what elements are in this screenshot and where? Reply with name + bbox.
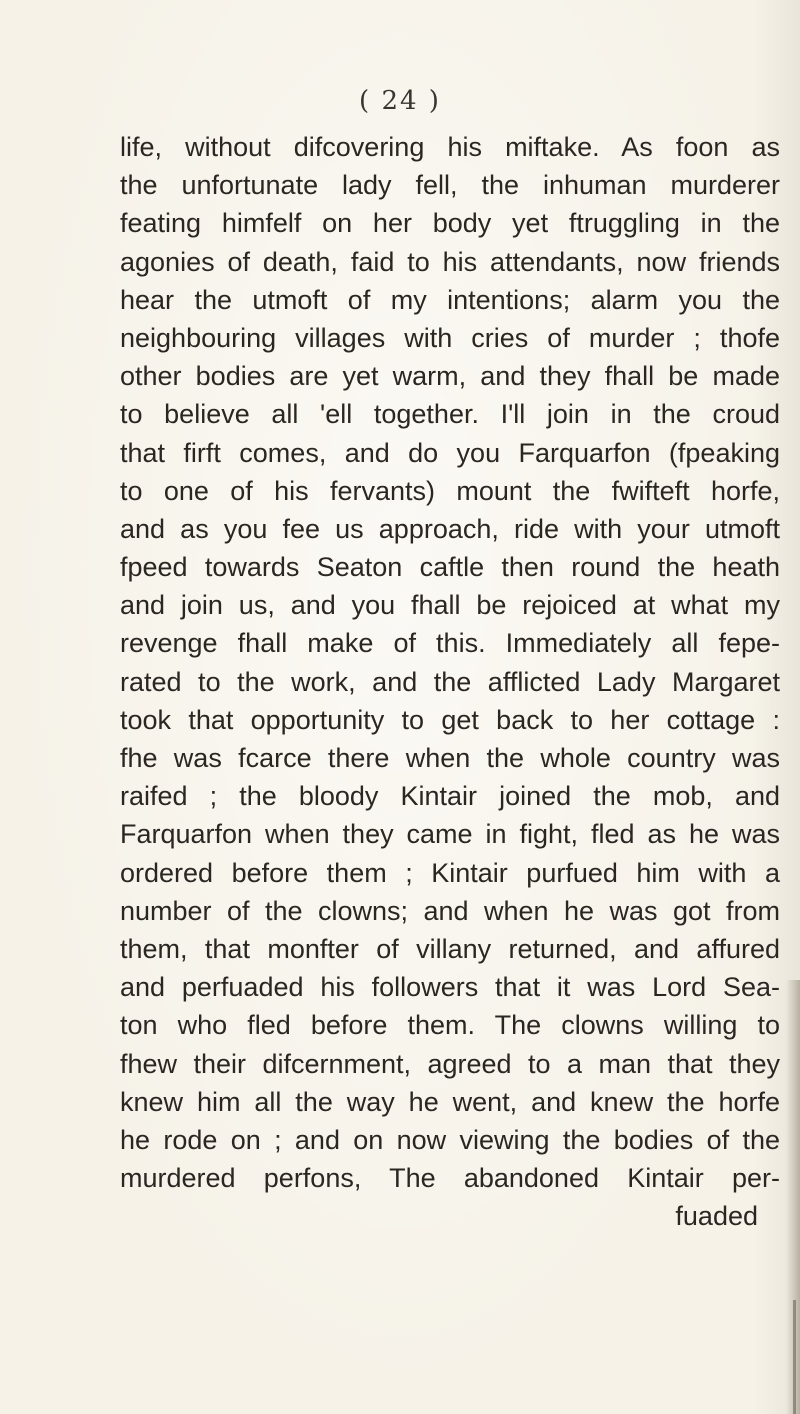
text-line: Farquarfon when they came in fight, fled as he was <box>120 819 780 850</box>
text-line: other bodies are yet warm, and they fhall be made <box>120 361 780 392</box>
text-line: knew him all the way he went, and knew the horfe <box>120 1086 780 1117</box>
catchword: fuaded <box>675 1201 758 1232</box>
text-line: agonies of death, faid to his attendants, now friends <box>120 246 780 277</box>
text-line: hear the utmoft of my intentions; alarm you the <box>120 284 780 315</box>
text-line: rated to the work, and the afflicted Lady Margaret <box>120 666 780 697</box>
text-line: and join us, and you fhall be rejoiced at what my <box>120 590 780 621</box>
text-line: ton who fled before them. The clowns willing to <box>120 1010 780 1041</box>
text-line: them, that monfter of villany returned, and affured <box>120 933 780 964</box>
text-line: and perfuaded his followers that it was Lord Sea- <box>120 972 780 1003</box>
text-line: ordered before them ; Kintair purfued him with a <box>120 857 780 888</box>
text-line: fhew their difcernment, agreed to a man that they <box>120 1048 780 1079</box>
text-line: neighbouring villages with cries of murder ; thofe <box>120 322 780 353</box>
text-line: revenge fhall make of this. Immediately all fepe- <box>120 628 780 659</box>
text-line: he rode on ; and on now viewing the bodies of the <box>120 1124 780 1155</box>
text-line: feating himfelf on her body yet ftruggling in the <box>120 208 780 239</box>
text-line: murdered perfons, The abandoned Kintair per- <box>120 1163 780 1194</box>
text-line: to one of his fervants) mount the fwifteft horfe, <box>120 475 780 506</box>
text-line: number of the clowns; and when he was got from <box>120 895 780 926</box>
text-line: took that opportunity to get back to her cottage : <box>120 704 780 735</box>
page-number: ( 24 ) <box>359 86 441 116</box>
text-line: to believe all 'ell together. I'll join in the croud <box>120 399 780 430</box>
text-line: raifed ; the bloody Kintair joined the mob, and <box>120 781 780 812</box>
page-edge-line <box>793 1300 796 1414</box>
text-line: life, without difcovering his miftake. As foon as <box>120 132 780 162</box>
text-line: fhe was fcarce there when the whole country was <box>120 743 780 773</box>
text-line: fpeed towards Seaton caftle then round the heath <box>120 552 780 583</box>
text-line: the unfortunate lady fell, the inhuman murderer <box>120 170 780 201</box>
text-line: that firft comes, and do you Farquarfon (fpeaking <box>120 437 780 468</box>
body-text <box>120 128 800 1235</box>
text-line: and as you fee us approach, ride with your utmoft <box>120 513 780 544</box>
